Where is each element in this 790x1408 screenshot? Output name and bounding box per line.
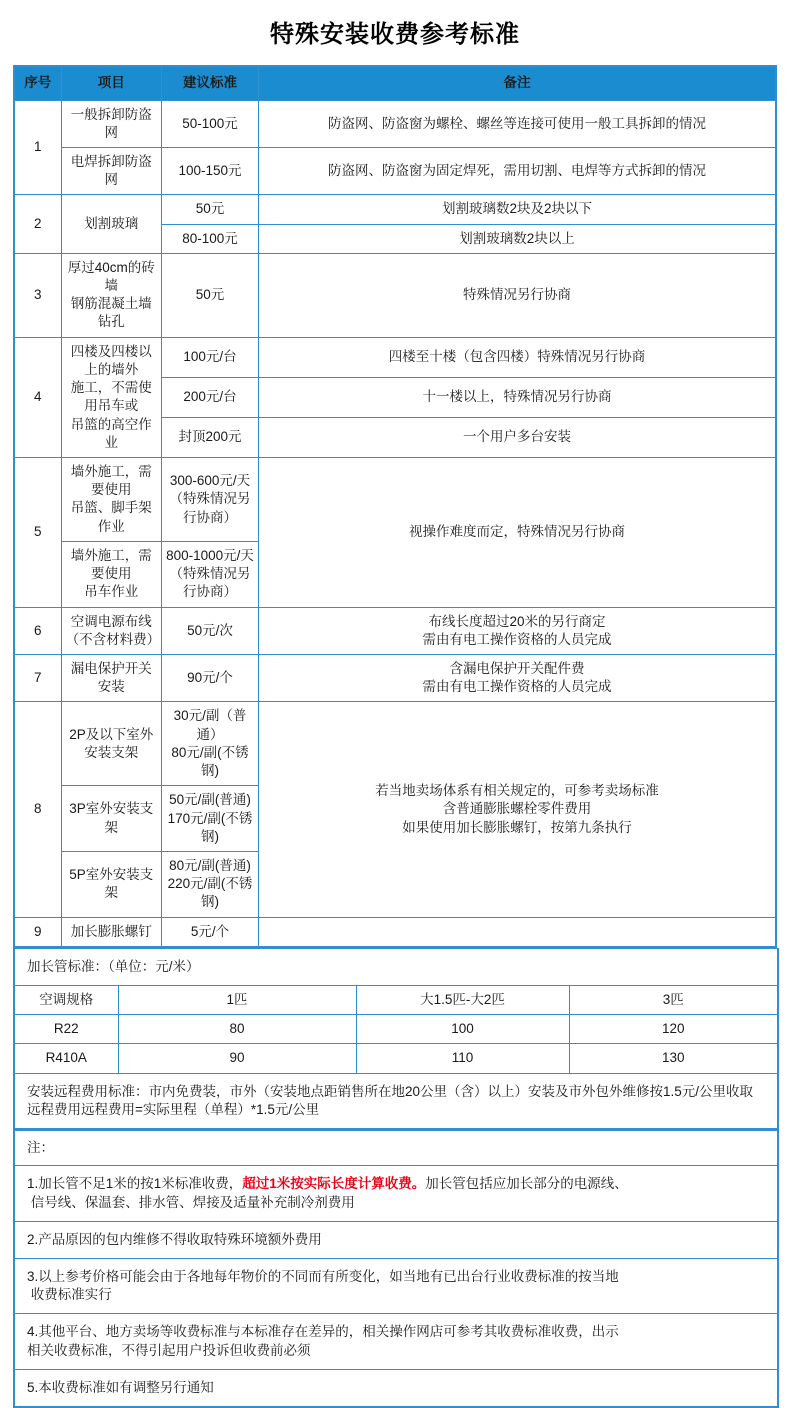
standard-cell: 50元	[161, 195, 258, 224]
table-row	[14, 100, 776, 147]
column-header-standard: 建议标准	[161, 66, 258, 100]
note-text: 5.本收费标准如有调整另行通知	[27, 1379, 214, 1395]
note-item-1	[14, 1166, 778, 1221]
table-row	[14, 654, 776, 701]
extension-column-header-3: 3匹	[569, 986, 778, 1015]
note-row	[14, 1166, 778, 1221]
standard-cell: 封顶200元	[161, 417, 258, 457]
standard-cell: 50元	[161, 253, 258, 337]
item-cell: 墙外施工，需要使用 吊车作业	[61, 541, 161, 607]
table-row	[14, 253, 776, 337]
standard-cell: 100元/台	[161, 337, 258, 377]
standard-cell: 100-150元	[161, 147, 258, 194]
note-text: 2.产品原因的包内维修不得收取特殊环境额外费用	[27, 1231, 322, 1247]
header-row	[14, 66, 776, 100]
column-header-remark: 备注	[259, 66, 776, 100]
remark-cell: 防盗网、防盗窗为螺栓、螺丝等连接可使用一般工具拆卸的情况	[259, 100, 776, 147]
notes-table-body	[14, 1131, 778, 1407]
extension-header-row	[14, 986, 778, 1015]
item-cell: 一般拆卸防盗网	[61, 100, 161, 147]
note-row	[14, 1369, 778, 1407]
extension-price-cell: 80	[118, 1015, 356, 1044]
row-number-cell: 7	[14, 654, 61, 701]
row-number-cell: 6	[14, 607, 61, 654]
item-cell: 加长膨胀螺钉	[61, 917, 161, 947]
standard-cell: 30元/副（普通） 80元/副(不锈钢)	[161, 702, 258, 786]
note-row	[14, 1221, 778, 1258]
note-text: 3.以上参考价格可能会由于各地每年物价的不同而有所变化，如当地有已出台行业收费标准的按当地	[27, 1269, 619, 1284]
remark-cell: 若当地卖场体系有相关规定的，可参考卖场标准 含普通膨胀螺栓零件费用 如果使用加长膨胀螺钉，按第九条执行	[259, 702, 776, 917]
standard-cell: 90元/个	[161, 654, 258, 701]
table-row	[14, 337, 776, 377]
remark-cell: 一个用户多台安装	[259, 417, 776, 457]
note-text-continued: 信号线、保温套、排水管、焊接及适量补充制冷剂费用	[27, 1194, 355, 1210]
table-header	[14, 66, 776, 100]
item-cell: 厚过40cm的砖墙 钢筋混凝土墙钻孔	[61, 253, 161, 337]
remark-cell: 划割玻璃数2块及2块以下	[259, 195, 776, 224]
item-cell: 四楼及四楼以上的墙外 施工，不需使用吊车或 吊篮的高空作业	[61, 337, 161, 457]
remark-cell: 含漏电保护开关配件费 需由有电工操作资格的人员完成	[259, 654, 776, 701]
note-row	[14, 1314, 778, 1369]
item-cell: 2P及以下室外安装支架	[61, 702, 161, 786]
remote-fee-row	[14, 1073, 778, 1129]
standard-cell: 50-100元	[161, 100, 258, 147]
table-row	[14, 147, 776, 194]
standard-cell: 800-1000元/天 （特殊情况另行协商）	[161, 541, 258, 607]
standard-cell: 80-100元	[161, 224, 258, 253]
extension-table-row	[14, 1044, 778, 1073]
extension-price-cell: 120	[569, 1015, 778, 1044]
table-row	[14, 458, 776, 542]
item-cell: 划割玻璃	[61, 195, 161, 253]
refrigerant-spec-cell: R22	[14, 1015, 118, 1044]
item-cell: 5P室外安装支架	[61, 851, 161, 917]
extension-table-body	[14, 948, 778, 1129]
row-number-cell: 3	[14, 253, 61, 337]
row-number-cell: 5	[14, 458, 61, 608]
row-number-cell: 2	[14, 195, 61, 253]
note-item-4	[14, 1314, 778, 1369]
row-number-cell: 4	[14, 337, 61, 457]
standard-cell: 200元/台	[161, 377, 258, 417]
table-body	[14, 100, 776, 947]
extension-price-cell: 90	[118, 1044, 356, 1073]
extension-column-header-2: 大1.5匹-大2匹	[356, 986, 569, 1015]
remote-fee-text: 安装远程费用标准：市内免费装，市外（安装地点距销售所在地20公里（含）以上）安装及市外包外维修按1.5元/公里收取远程费用远程费用=实际里程（单程）*1.5元/公里	[14, 1073, 778, 1129]
remark-cell: 特殊情况另行协商	[259, 253, 776, 337]
table-row	[14, 607, 776, 654]
extension-column-header-0: 空调规格	[14, 986, 118, 1015]
row-number-cell: 9	[14, 917, 61, 947]
extension-table-container	[0, 948, 790, 1130]
remark-cell: 防盗网、防盗窗为固定焊死，需用切割、电焊等方式拆卸的情况	[259, 147, 776, 194]
table-row	[14, 917, 776, 947]
notes-label: 注：	[14, 1131, 778, 1166]
note-text: 4.其他平台、地方卖场等收费标准与本标准存在差异的，相关操作网店可参考其收费标准收费，出示	[27, 1324, 619, 1340]
remark-cell	[259, 917, 776, 947]
main-table-container	[0, 65, 790, 948]
note-text-continued: 收费标准实行	[27, 1287, 112, 1303]
column-header-item: 项目	[61, 66, 161, 100]
remark-cell: 四楼至十楼（包含四楼）特殊情况另行协商	[259, 337, 776, 377]
extension-price-cell: 100	[356, 1015, 569, 1044]
note-row	[14, 1259, 778, 1314]
table-row	[14, 702, 776, 786]
extension-price-cell: 110	[356, 1044, 569, 1073]
remark-cell: 视操作难度而定，特殊情况另行协商	[259, 458, 776, 608]
note-item-5	[14, 1369, 778, 1407]
remark-cell: 划割玻璃数2块以上	[259, 224, 776, 253]
extension-column-header-1: 1匹	[118, 986, 356, 1015]
item-cell: 空调电源布线 （不含材料费）	[61, 607, 161, 654]
refrigerant-spec-cell: R410A	[14, 1044, 118, 1073]
notes-label-row	[14, 1131, 778, 1166]
standard-cell: 50元/次	[161, 607, 258, 654]
note-text: 1.加长管不足1米的按1米标准收费，	[27, 1176, 243, 1192]
table-row	[14, 195, 776, 224]
page-title: 特殊安装收费参考标准	[270, 21, 520, 48]
extension-price-cell: 130	[569, 1044, 778, 1073]
notes-container	[0, 1130, 790, 1408]
row-number-cell: 8	[14, 702, 61, 917]
item-cell: 墙外施工，需要使用 吊篮、脚手架作业	[61, 458, 161, 542]
standard-cell: 5元/个	[161, 917, 258, 947]
item-cell: 电焊拆卸防盗网	[61, 147, 161, 194]
notes-table	[13, 1130, 779, 1408]
item-cell: 3P室外安装支架	[61, 786, 161, 852]
extension-table-row	[14, 1015, 778, 1044]
column-header-no: 序号	[14, 66, 61, 100]
extension-section-title: 加长管标准：（单位：元/米）	[14, 948, 778, 985]
extension-tube-table	[13, 948, 779, 1130]
special-install-fee-table	[13, 65, 777, 948]
note-item-2	[14, 1221, 778, 1258]
note-text: 加长管包括应加长部分的电源线、	[425, 1176, 628, 1192]
remark-cell: 布线长度超过20米的另行商定 需由有电工操作资格的人员完成	[259, 607, 776, 654]
row-number-cell: 1	[14, 100, 61, 195]
extension-section-title-row	[14, 948, 778, 985]
standard-cell: 300-600元/天 （特殊情况另行协商）	[161, 458, 258, 542]
standard-cell: 50元/副(普通) 170元/副(不锈钢)	[161, 786, 258, 852]
standard-cell: 80元/副(普通) 220元/副(不锈钢)	[161, 851, 258, 917]
note-text-continued: 相关收费标准，不得引起用户投诉但收费前必须	[27, 1342, 311, 1358]
note-item-3	[14, 1259, 778, 1314]
remark-cell: 十一楼以上，特殊情况另行协商	[259, 377, 776, 417]
note-highlight-text: 超过1米按实际长度计算收费。	[242, 1176, 426, 1192]
item-cell: 漏电保护开关安装	[61, 654, 161, 701]
